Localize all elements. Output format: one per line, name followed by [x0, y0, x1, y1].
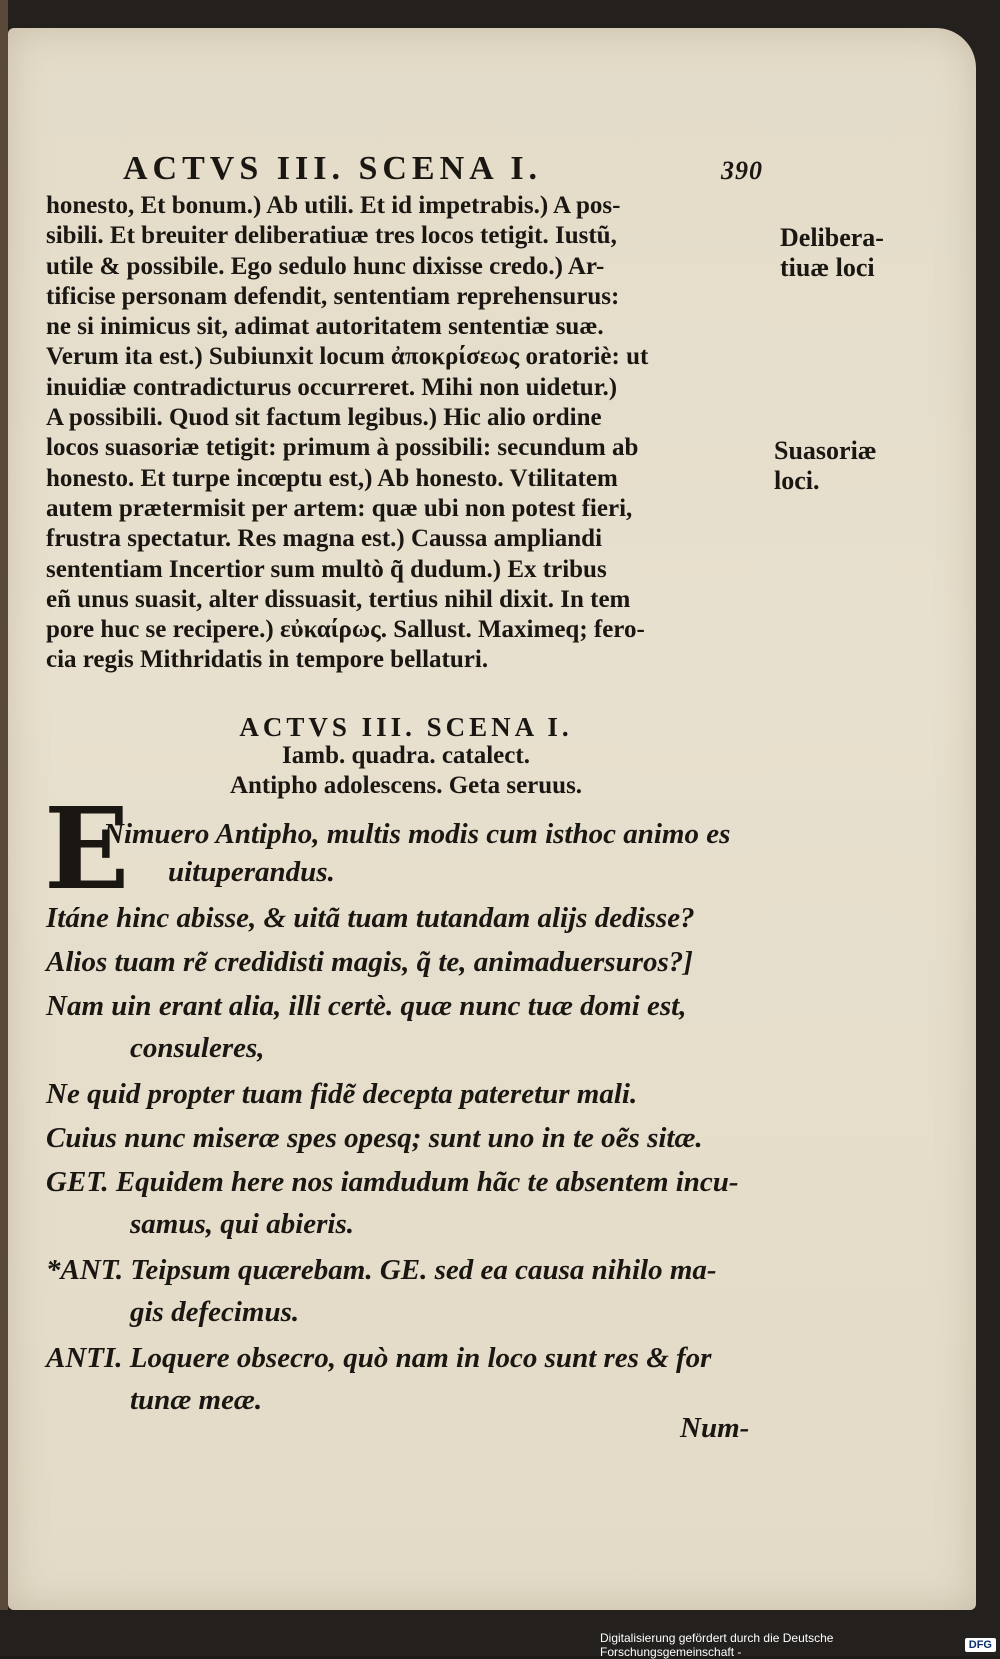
- commentary-line: autem prætermisit per artem: quæ ubi non potest fieri,: [46, 494, 633, 522]
- page-number: 390: [721, 156, 763, 185]
- commentary-line: Verum ita est.) Subiunxit locum ἀποκρίσεως oratoriè: ut: [46, 343, 649, 371]
- margin-note-line: Delibera-: [780, 223, 884, 252]
- commentary-line: honesto. Et turpe incœptu est,) Ab honesto. Vtilitatem: [46, 464, 618, 492]
- commentary-line: ne si inimicus sit, adimat autoritatem sententiæ suæ.: [46, 313, 604, 341]
- commentary-line: locos suasoriæ tetigit: primum à possibili: secundum ab: [46, 434, 639, 462]
- verse-line: Itáne hinc abisse, & uitã tuam tutandam alijs dedisse?: [46, 902, 695, 934]
- verse-line: Alios tuam rẽ credidisti magis, q̃ te, animaduersuros?]: [46, 946, 693, 978]
- scene-characters: Antipho adolescens. Geta seruus.: [229, 772, 583, 799]
- verse-line: gis defecimus.: [130, 1296, 300, 1328]
- margin-note-line: tiuæ loci: [780, 253, 875, 282]
- verse-line: Nimuero Antipho, multis modis cum isthoc animo es: [103, 818, 731, 850]
- margin-note-line: loci.: [774, 466, 820, 495]
- scene-title: ACTVS III. SCENA I.: [239, 712, 573, 742]
- verse-line: Cuius nunc miseræ spes opesq; sunt uno in te oẽs sitæ.: [46, 1122, 703, 1154]
- book-edge: [0, 0, 8, 1610]
- verse-line: Nam uin erant alia, illi certè. quæ nunc tuæ domi est,: [46, 990, 687, 1022]
- verse-line: samus, qui abieris.: [130, 1208, 354, 1240]
- verse-line: consuleres,: [130, 1032, 265, 1064]
- verse-line: *ANT. Teipsum quærebam. GE. sed ea causa nihilo ma-: [46, 1254, 717, 1286]
- book-page: [8, 28, 976, 1610]
- commentary-line: utile & possibile. Ego sedulo hunc dixisse credo.) Ar-: [46, 252, 605, 280]
- margin-note-suasoriae: [774, 436, 877, 496]
- digitization-credit: [600, 1631, 1000, 1659]
- margin-note-line: Suasoriæ: [774, 436, 877, 465]
- verse-line: uituperandus.: [168, 856, 335, 888]
- commentary-line: frustra spectatur. Res magna est.) Caussa ampliandi: [46, 525, 603, 553]
- catchword: Num-: [680, 1412, 750, 1444]
- commentary-line: honesto, Et bonum.) Ab utili. Et id impetrabis.) A pos-: [46, 192, 621, 219]
- drop-cap: E: [44, 784, 130, 915]
- credit-text: Digitalisierung gefördert durch die Deutsche Forschungsgemeinschaft -: [600, 1631, 834, 1659]
- commentary-line: sententiam Incertior sum multò q̃ dudum.) Ex tribus: [46, 555, 607, 583]
- commentary-line: pore huc se recipere.) εὐκαίρως. Sallust. Maximeq; fero-: [46, 616, 645, 644]
- dfg-logo: DFG: [965, 1638, 996, 1652]
- verse-line: tunæ meæ.: [130, 1384, 263, 1416]
- commentary-line: cia regis Mithridatis in tempore bellaturi.: [46, 646, 489, 674]
- scene-meter: Iamb. quadra. catalect.: [282, 742, 530, 769]
- commentary-line: inuidiæ contradicturus occurreret. Mihi non uidetur.): [46, 373, 618, 401]
- commentary-line: A possibili. Quod sit factum legibus.) Hic alio ordine: [46, 404, 602, 432]
- margin-note-deliberatiuae: [780, 223, 884, 283]
- verse-line: Ne quid propter tuam fidẽ decepta pateretur mali.: [46, 1078, 638, 1110]
- running-head-title: ACTVS III. SCENA I.: [123, 150, 543, 187]
- commentary-line: sibili. Et breuiter deliberatiuæ tres locos tetigit. Iustũ,: [46, 222, 617, 250]
- commentary-block: [46, 191, 766, 676]
- verse-line: GET. Equidem here nos iamdudum hãc te absentem incu-: [46, 1166, 739, 1198]
- running-head: [123, 150, 763, 188]
- commentary-line: eñ unus suasit, alter dissuasit, tertius nihil dixit. In tem: [46, 585, 631, 613]
- commentary-line: tificise personam defendit, sententiam reprehensurus:: [46, 282, 620, 310]
- verse-line: ANTI. Loquere obsecro, quò nam in loco sunt res & for: [46, 1342, 712, 1374]
